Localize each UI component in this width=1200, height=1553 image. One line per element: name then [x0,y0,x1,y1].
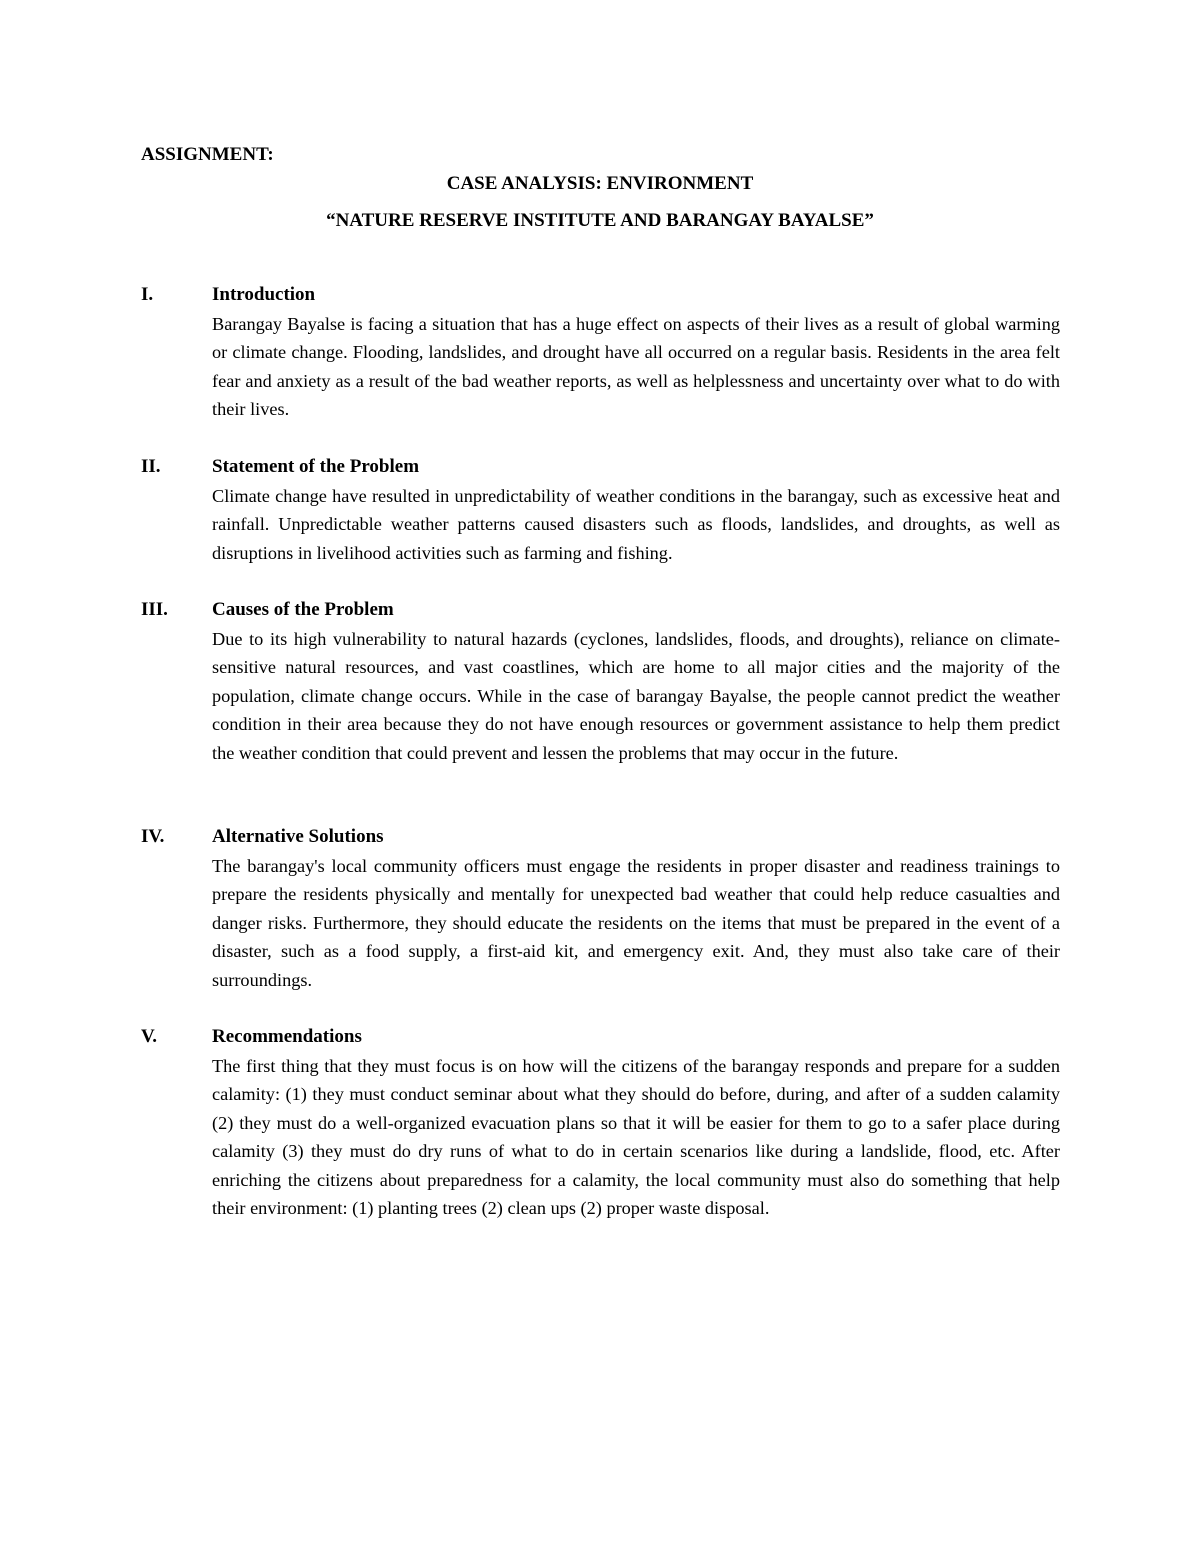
section-paragraph: Due to its high vulnerability to natural hazards (cyclones, landslides, floods, and droughts), reliance on climate-sensitive natural resources, and vast coastlines, which are home to all major cities and the majority of the population, climate change occurs. While in the case of barangay Bayalse, the people cannot predict the weather condition in their area because they do not have enough resources or government assistance to help them predict the weather condition that could prevent and lessen the problems that may occur in the future. [212,628,1060,763]
document-title: CASE ANALYSIS: ENVIRONMENT [446,173,754,194]
section-heading: Alternative Solutions [212,826,384,847]
section-heading: Statement of the Problem [212,456,420,477]
section-numeral: IV. [141,826,165,847]
section-numeral: III. [141,599,168,620]
section-paragraph: Barangay Bayalse is facing a situation that has a huge effect on aspects of their lives as a result of global warming or climate change. Flooding, landslides, and drought have all occurred on a regular basis. Residents in the area felt fear and anxiety as a result of the bad weather reports, as well as helplessness and uncertainty over what to do with their lives. [212,313,1060,420]
document-subtitle: “NATURE RESERVE INSTITUTE AND BARANGAY BAYALSE” [326,210,874,231]
section-heading: Recommendations [212,1026,362,1047]
assignment-label: ASSIGNMENT: [141,144,274,165]
section-numeral: I. [141,284,154,305]
section-heading: Introduction [212,284,316,305]
section-paragraph: The barangay's local community officers must engage the residents in proper disaster and readiness trainings to prepare the residents physically and mentally for unexpected bad weather that could help reduce casualties and danger risks. Furthermore, they should educate the residents on the items that must be prepared in the event of a disaster, such as a food supply, a first-aid kit, and emergency exit. And, they must also take care of their surroundings. [212,855,1060,990]
section-numeral: II. [141,456,161,477]
section-numeral: V. [141,1026,158,1047]
section-heading: Causes of the Problem [212,599,394,620]
section-paragraph: The first thing that they must focus is on how will the citizens of the barangay responds and prepare for a sudden calamity: (1) they must conduct seminar about what they should do before, during, and after of a sudden calamity (2) they must do a well-organized evacuation plans so that it will be easier for them to go to a safer place during calamity (3) they must do dry runs of what to do in certain scenarios like during a landslide, flood, etc. After enriching the citizens about preparedness for a calamity, the local community must also do something that help their environment: (1) planting trees (2) clean ups (2) proper waste disposal. [212,1055,1060,1219]
section-paragraph: Climate change have resulted in unpredictability of weather conditions in the barangay, such as excessive heat and rainfall. Unpredictable weather patterns caused disasters such as floods, landslides, and droughts, as well as disruptions in livelihood activities such as farming and fishing. [212,485,1060,563]
